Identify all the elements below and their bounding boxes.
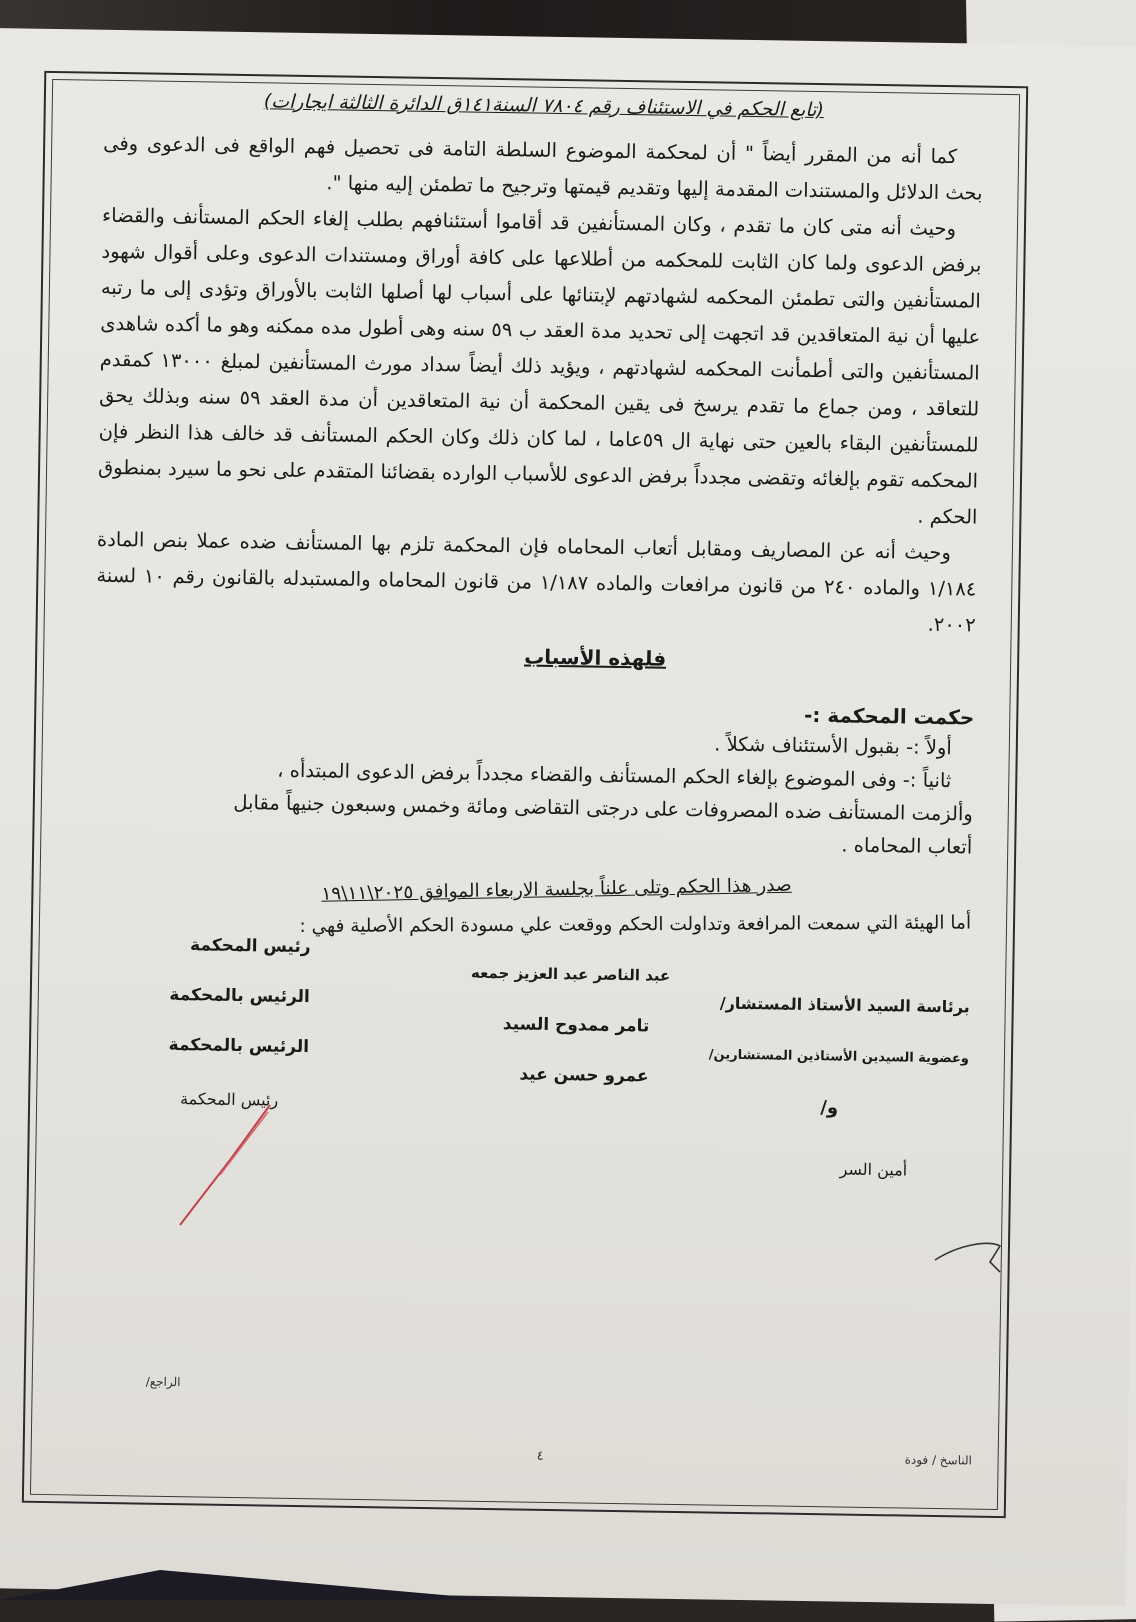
verdict-second: ثانياً :- وفى الموضوع بإلغاء الحكم المستأنف والقضاء مجدداً برفض الدعوى المبتدأه ، xyxy=(277,758,952,793)
verdict-fourth: أتعاب المحاماه . xyxy=(841,833,973,859)
issuance-statement: صدر هذا الحكم وتلى علناً بجلسة الاربعاء الموافق ٢٠٢٥\١١\١٩ xyxy=(321,874,792,905)
judge-3-name: عمرو حسن عيد xyxy=(519,1064,649,1087)
judge-1-role: رئيس المحكمة xyxy=(189,935,311,958)
reviewer-label: الراجع/ xyxy=(145,1374,181,1390)
page-border-frame xyxy=(22,71,1028,1518)
and-mark: و/ xyxy=(820,1097,839,1119)
document-body xyxy=(85,88,984,1348)
verdict-third: وألزمت المستأنف ضده المصروفات على درجتى التقاضى ومائة وخمس وسبعون جنيهاً مقابل xyxy=(233,790,973,826)
members-label: وعضوية السيدين الأستاذين المستشارين/ xyxy=(708,1047,970,1067)
presidency-label: برئاسة السيد الأستاذ المستشار/ xyxy=(719,993,970,1017)
court-president-signature-label: رئيس المحكمة xyxy=(179,1089,279,1110)
secretary-label: أمين السر xyxy=(839,1159,908,1180)
document-page xyxy=(0,28,1136,1606)
paragraph-reasoning: وحيث أنه متى كان ما تقدم ، وكان المستأنفين قد أقاموا أستئنافهم بطلب إلغاء الحكم المستأنف والقضاء برفض الدعوى ولما كان الثابت للمحكمه من أطلاعها على كافة أوراق ومستندات الدعوى وعلى أقوال شهود المستأنفين والتى تطمئن المحكمه لشهادتهم لإبتنائها على أسباب لها أصلها الثابت بالأوراق وتؤدى إلى ما رتبه عليها أن نية المتعاقدين قد اتجهت إلى تحديد مدة العقد ب ٥٩ سنه وهى أطول مده ممكنه وهو ما أكده شاهدى المستأنفين والتى أطمأنت المحكمه لشهادتهم ، ويؤيد ذلك أيضاً سداد مورث المستأنفين لمبلغ ١٣٠٠٠ كمقدم للتعاقد ، ومن جماع ما تقدم يرسخ فى يقين المحكمة أن نية المتعاقدين أن مدة العقد ٥٩ سنه وبذلك يحق للمستأنفين البقاء بالعين حتى نهاية ال ٥٩عاما ، لما كان ذلك وكان الحكم المستأنف قد خالف هذا النظر فإن المحكمه تقوم بإلغائه وتقضى مجدداً برفض الدعوى للأسباب الوارده بقضائنا المتقدم على نحو ما سيرد بمنطوق الحكم . xyxy=(97,203,982,529)
judge-3-role: الرئيس بالمحكمة xyxy=(168,1034,310,1058)
judge-1-name: عبد الناصر عبد العزيز جمعه xyxy=(470,963,671,985)
section-title-reasons: فلهذه الأسباب xyxy=(524,644,667,671)
page-number: ٤ xyxy=(536,1448,544,1464)
paragraph-legal-principle: كما أنه من المقرر أيضاً " أن لمحكمة الموضوع السلطة التامة فى تحصيل فهم الواقع فى الدعوى وفى بحث الدلائل والمستندات المقدمة إليها وتقديم قيمتها وترجيح ما تطمئن إليه منها ". xyxy=(103,131,983,205)
typist-label: الناسخ / فودة xyxy=(904,1452,973,1468)
judge-2-role: الرئيس بالمحكمة xyxy=(169,984,310,1008)
paragraph-costs: وحيث أنه عن المصاريف ومقابل أتعاب المحاماه فإن المحكمة تلزم بها المستأنف ضده عملا بنص المادة ١/١٨٤ والماده ٢٤٠ من قانون مرافعات والماده ١/١٨٧ من قانون المحاماه والمستبدله بالقانون رقم ١٠ لسنة ٢٠٠٢. xyxy=(96,527,977,637)
verdict-heading: حكمت المحكمة :- xyxy=(803,702,975,730)
case-header: (تابع الحكم في الاستئناف رقم ٧٨٠٤ السنة١٤١ق الدائرة الثالثة ايجارات) xyxy=(263,90,825,122)
signature-area xyxy=(85,1089,968,1348)
verdict-first: أولاً :- بقبول الأستئناف شكلاً . xyxy=(714,732,952,760)
panel-intro: أما الهيئة التي سمعت المرافعة وتداولت الحكم ووقعت علي مسودة الحكم الأصلية فهي : xyxy=(299,912,972,938)
judicial-panel xyxy=(88,934,971,1148)
judge-2-name: تامر ممدوح السيد xyxy=(502,1014,650,1037)
